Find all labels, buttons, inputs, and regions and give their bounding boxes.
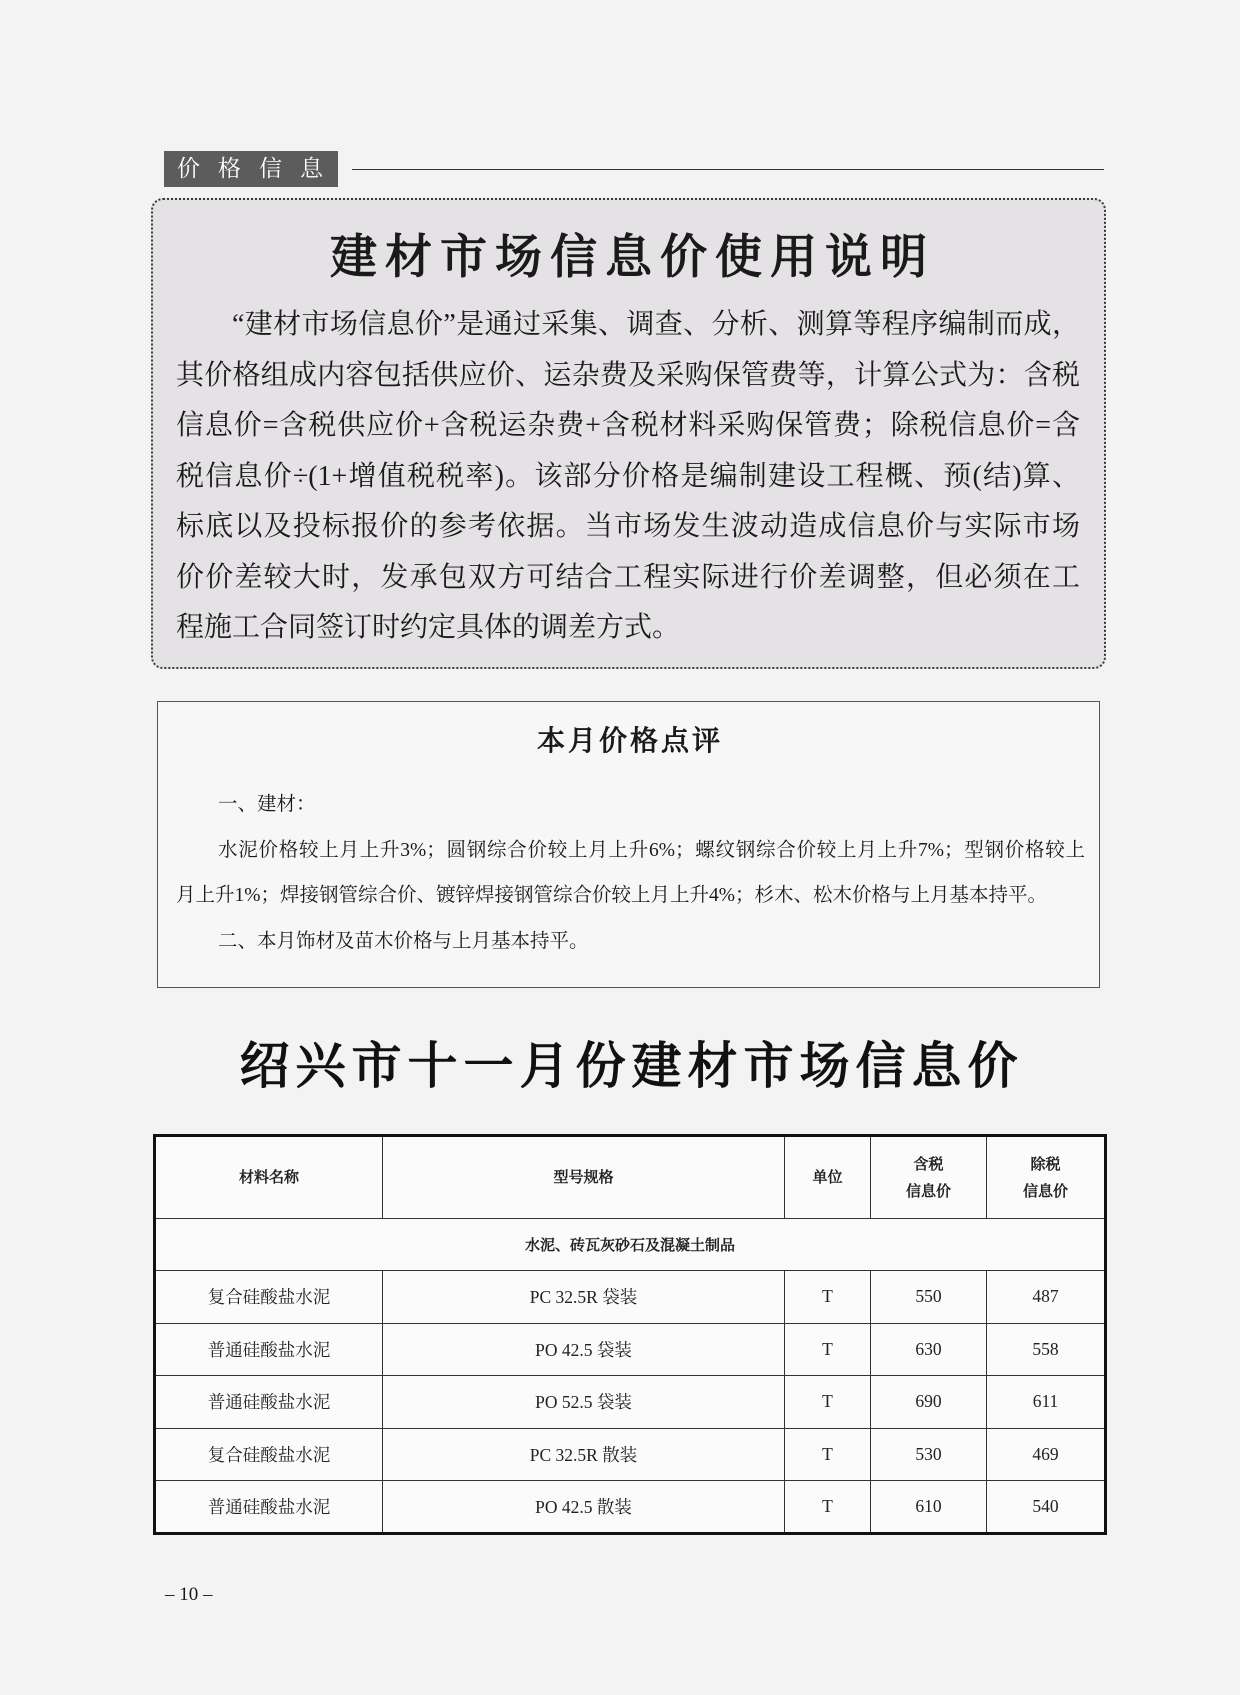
cell-spec: PO 42.5 袋装 (383, 1323, 785, 1376)
cell-unit: T (785, 1323, 871, 1376)
cell-material-name: 普通硅酸盐水泥 (155, 1323, 383, 1376)
header-material-name: 材料名称 (155, 1136, 383, 1219)
cell-tax-excl-price: 540 (987, 1481, 1106, 1534)
table-row (155, 1271, 1106, 1324)
cell-tax-incl-price: 630 (871, 1323, 987, 1376)
review-line: 一、建材： (218, 794, 316, 815)
price-list-title: 绍兴市十一月份建材市场信息价 (239, 1037, 1024, 1095)
notice-line: 其价格组成内容包括供应价、运杂费及采购保管费等，计算公式为：含税 (176, 359, 1080, 391)
review-line: 水泥价格较上月上升3%；圆钢综合价较上月上升6%；螺纹钢综合价较上月上升7%；型钢价格较上 (218, 839, 1085, 861)
header-tax-incl-price (871, 1136, 987, 1219)
review-title: 本月价格点评 (536, 724, 723, 757)
category-label: 水泥、砖瓦灰砂石及混凝土制品 (155, 1219, 1106, 1271)
table-row (155, 1323, 1106, 1376)
notice-line: “建材市场信息价”是通过采集、调查、分析、测算等程序编制而成， (232, 309, 1080, 340)
notice-line: 税信息价÷(1+增值税税率)。该部分价格是编制建设工程概、预(结)算、 (176, 460, 1080, 492)
header-unit: 单位 (785, 1136, 871, 1219)
cell-tax-incl-price: 550 (871, 1271, 987, 1324)
price-table (153, 1134, 1107, 1535)
cell-spec: PC 32.5R 散装 (383, 1428, 785, 1481)
cell-tax-incl-price: 610 (871, 1481, 987, 1534)
cell-material-name: 普通硅酸盐水泥 (155, 1481, 383, 1534)
header-tax-excl-price (987, 1136, 1106, 1219)
section-tab: 价格信息 (164, 151, 338, 187)
table-row (155, 1376, 1106, 1429)
notice-line: 信息价=含税供应价+含税运杂费+含税材料采购保管费；除税信息价=含 (176, 410, 1080, 441)
cell-tax-incl-price: 690 (871, 1376, 987, 1429)
header-spec: 型号规格 (383, 1136, 785, 1219)
notice-title: 建材市场信息价使用说明 (330, 230, 935, 285)
notice-line: 标底以及投标报价的参考依据。当市场发生波动造成信息价与实际市场 (176, 511, 1080, 542)
cell-tax-excl-price: 611 (987, 1376, 1106, 1429)
cell-unit: T (785, 1376, 871, 1429)
table-row (155, 1428, 1106, 1481)
notice-line: 价价差较大时，发承包双方可结合工程实际进行价差调整，但必须在工 (176, 561, 1080, 593)
header-tax-excl-line1: 除税 (1030, 1154, 1061, 1173)
cell-spec: PO 42.5 散装 (383, 1481, 785, 1534)
cell-unit: T (785, 1428, 871, 1481)
cell-spec: PC 32.5R 袋装 (383, 1271, 785, 1324)
cell-unit: T (785, 1481, 871, 1534)
cell-spec: PO 52.5 袋装 (383, 1376, 785, 1429)
table-row (155, 1481, 1106, 1534)
cell-tax-excl-price: 558 (987, 1323, 1106, 1376)
page-number: – 10 – (165, 1584, 213, 1605)
review-line: 月上升1%；焊接钢管综合价、镀锌焊接钢管综合价较上月上升4%；杉木、松木价格与上月基本持平。 (176, 885, 1047, 907)
review-line: 二、本月饰材及苗木价格与上月基本持平。 (218, 931, 589, 953)
category-row (155, 1219, 1106, 1271)
review-text (176, 782, 1085, 965)
cell-tax-excl-price: 487 (987, 1271, 1106, 1324)
table-header-row (155, 1136, 1106, 1219)
header-tax-incl-line1: 含税 (913, 1154, 944, 1173)
notice-paragraph (176, 300, 1080, 654)
cell-unit: T (785, 1271, 871, 1324)
cell-material-name: 复合硅酸盐水泥 (155, 1428, 383, 1481)
notice-line: 程施工合同签订时约定具体的调差方式。 (176, 612, 681, 643)
cell-tax-incl-price: 530 (871, 1428, 987, 1481)
cell-material-name: 复合硅酸盐水泥 (155, 1271, 383, 1324)
header-rule (352, 169, 1104, 170)
cell-tax-excl-price: 469 (987, 1428, 1106, 1481)
cell-material-name: 普通硅酸盐水泥 (155, 1376, 383, 1429)
header-tax-incl-line2: 信息价 (905, 1181, 951, 1200)
header-tax-excl-line2: 信息价 (1022, 1181, 1068, 1200)
